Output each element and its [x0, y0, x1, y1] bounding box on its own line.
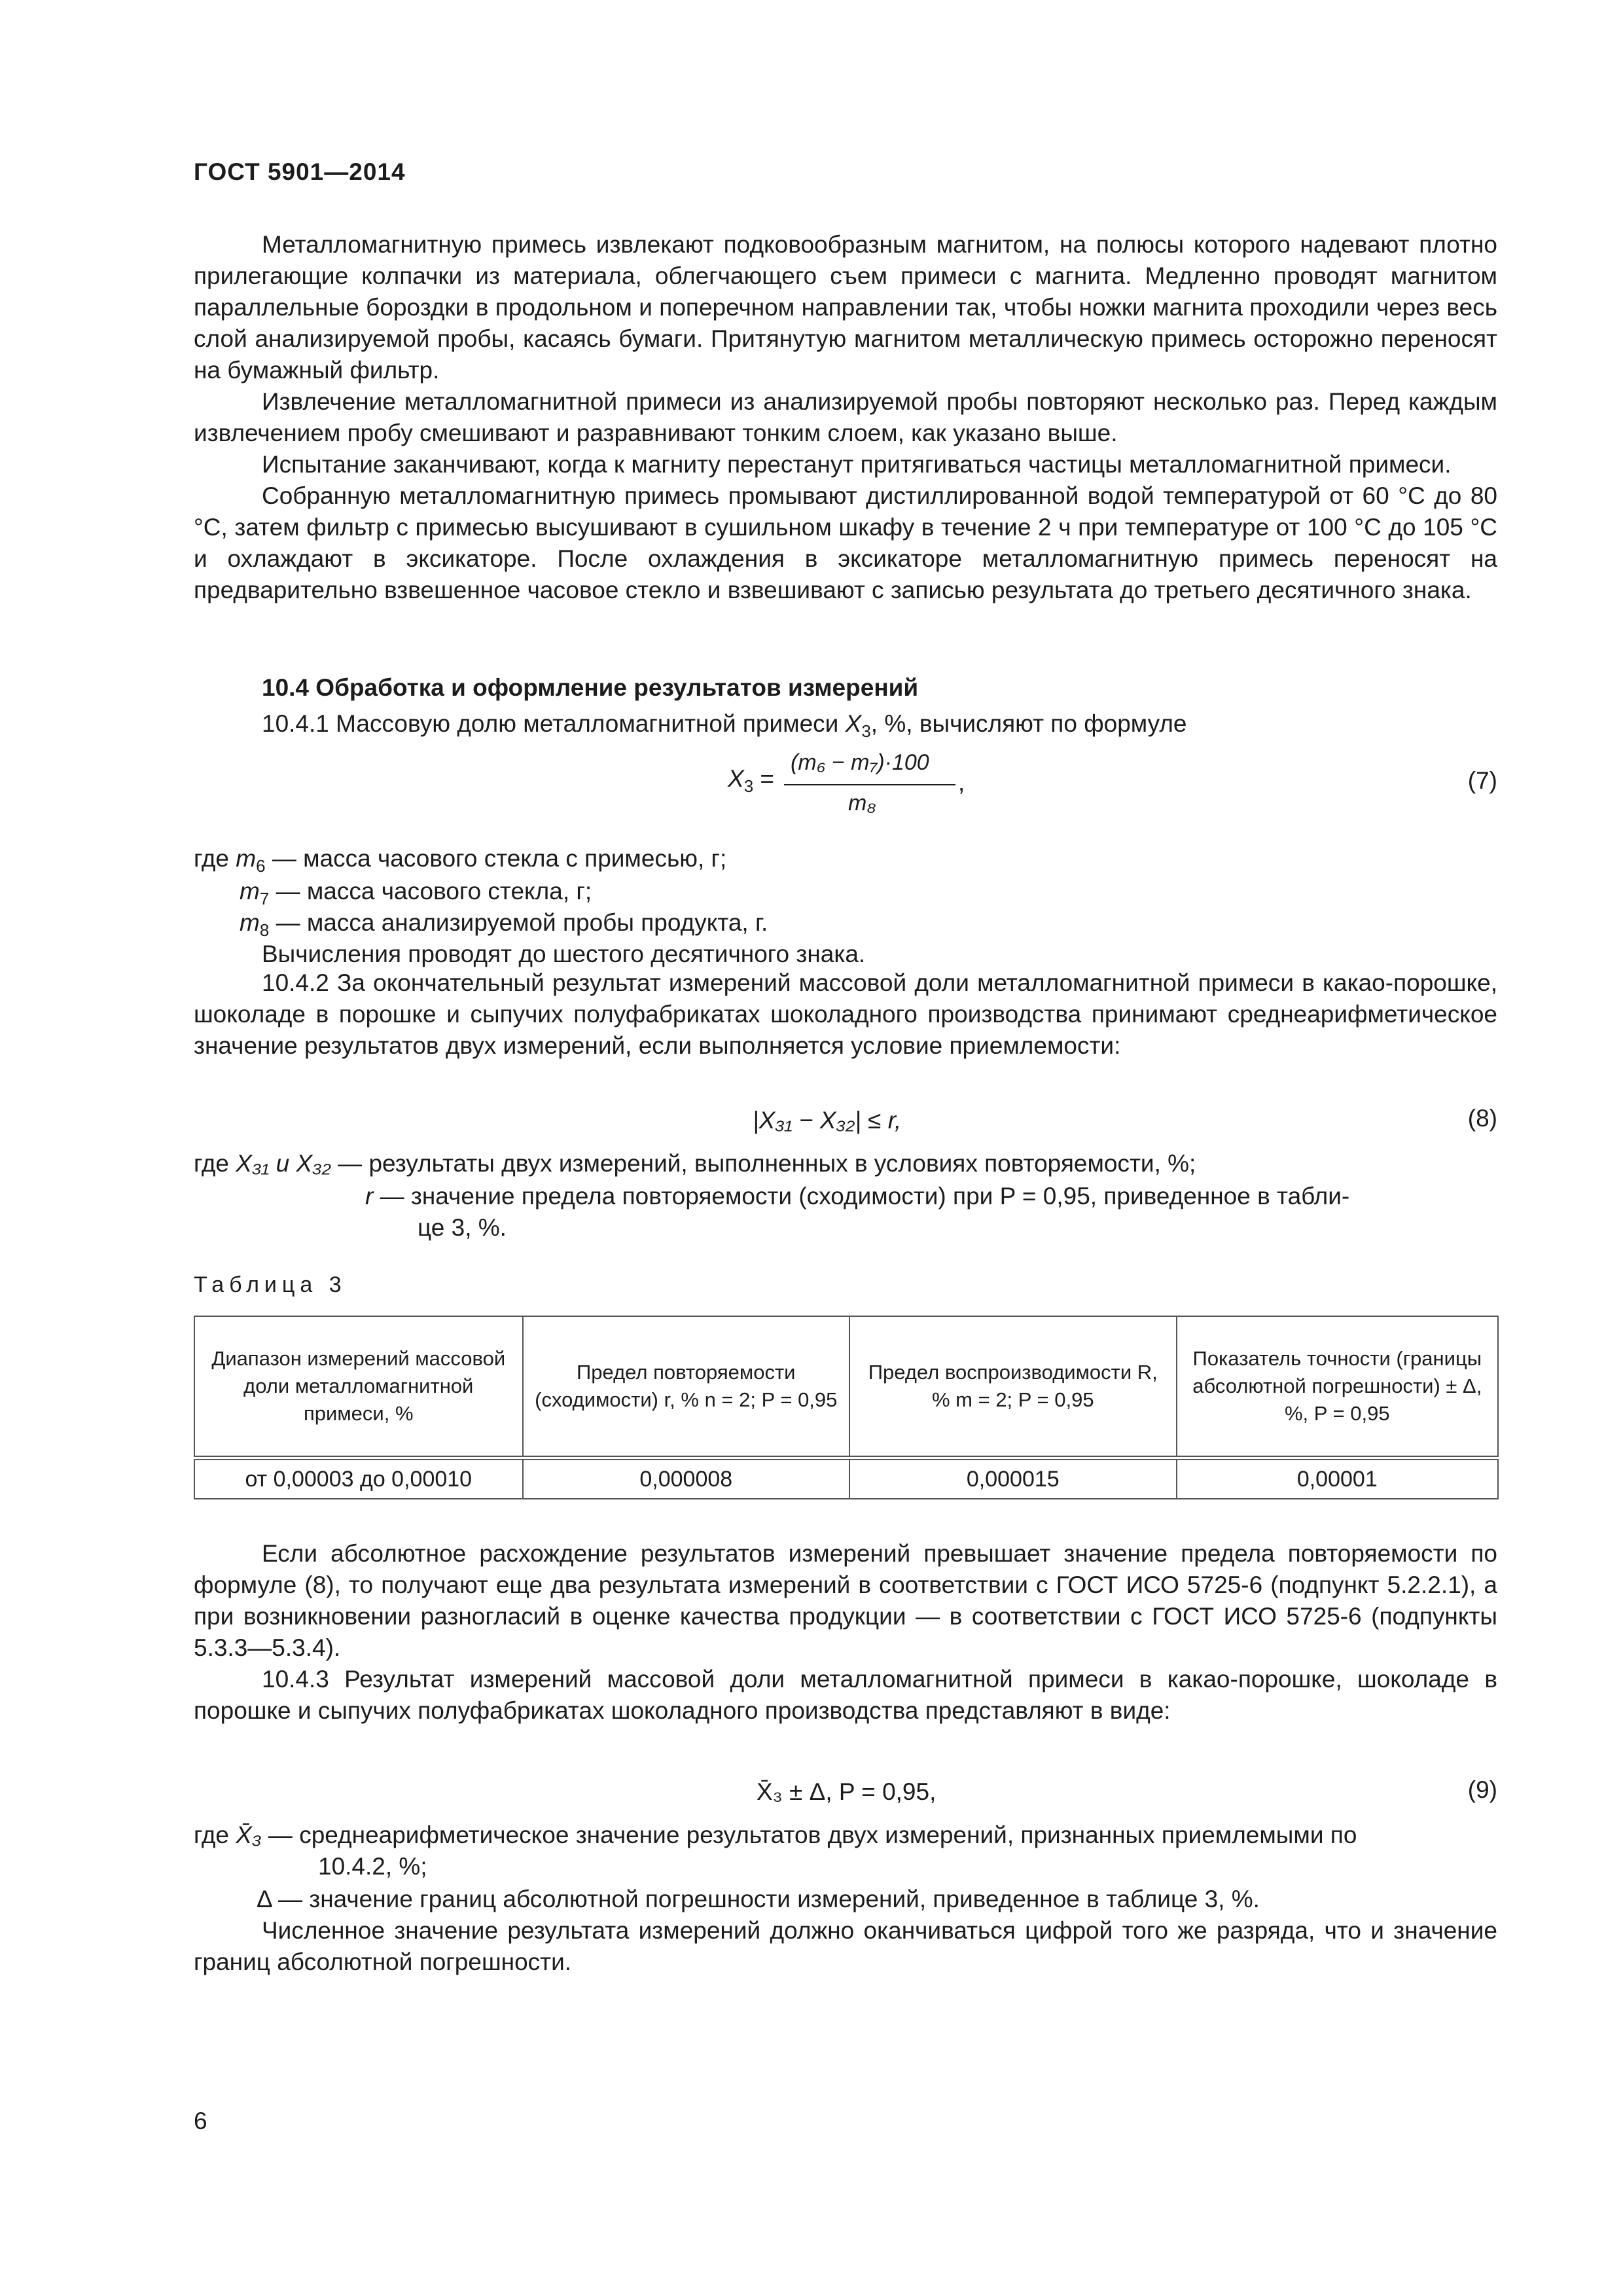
intro-text-block — [194, 229, 1497, 606]
clause-10-4-1-lead: 10.4.1 Массовую долю металломагнитной примеси — [262, 710, 846, 737]
formula-7-number: (7) — [1467, 767, 1497, 794]
where-x31-x32: где X₃₁ и X₃₂ — результаты двух измерений, выполненных в условиях повторяемости, %; — [194, 1150, 1196, 1177]
where-r-cont: це 3, %. — [418, 1214, 507, 1241]
table-cell-accuracy: 0,00001 — [1177, 1458, 1498, 1499]
clause-10-4-1-var: X — [845, 710, 862, 737]
table-cell-repeatability: 0,000008 — [523, 1458, 849, 1499]
where-r: r — значение предела повторяемости (сходимости) при P = 0,95, приведенное в табли- — [365, 1183, 1350, 1210]
table-3-header-range: Диапазон измерений массовой доли металломагнитной примеси, % — [194, 1316, 523, 1458]
table-3 — [194, 1316, 1499, 1499]
formula-7-fraction-bar — [784, 784, 955, 785]
clause-10-4-1 — [262, 708, 1187, 740]
table-3-header-reproducibility: Предел воспроизводимости R, % m = 2; P = 0,95 — [849, 1316, 1177, 1458]
paragraph-washing-drying: Собранную металломагнитную примесь промывают дистиллированной водой температурой от 60 °С до 80 °С, затем фильтр с примесью высушивают в сушильном шкафу в течение 2 ч при температуре от 100 °С до 105 °С и охлаждают в эксикаторе. После охлаждения в эксикаторе металломагнитную примесь переносят на предварительно взвешенное часовое стекло и взвешивают с записью результата до третьего десятичного знака. — [194, 482, 1497, 603]
final-block — [194, 1915, 1497, 1978]
section-title-10-4: 10.4 Обработка и оформление результатов измерений — [262, 674, 919, 701]
where-m8: $m_8$ — масса анализируемой пробы продукта, г. — [240, 909, 768, 940]
calc-note: Вычисления проводят до шестого десятичного знака. — [262, 941, 866, 967]
table-3-header-accuracy: Показатель точности (границы абсолютной погрешности) ± Δ, %, P = 0,95 — [1177, 1316, 1498, 1458]
where-m6: где $m_6$ — масса часового стекла с примесью, г; — [194, 845, 727, 876]
formula-7-comma: , — [958, 769, 965, 796]
table-cell-range: от 0,00003 до 0,00010 — [194, 1458, 523, 1499]
formula-8: |X₃₁ − X₃₂| ≤ r, — [753, 1107, 902, 1134]
page-number: 6 — [194, 2108, 207, 2134]
formula-7-numerator: (m₆ − m₇)·100 — [791, 750, 929, 775]
table-3-header-row — [194, 1316, 1498, 1458]
formula-9: X̄₃ ± Δ, P = 0,95, — [757, 1778, 936, 1805]
formula-7-lhs: $X_3$ = — [728, 765, 775, 796]
clause-10-4-2-block — [194, 967, 1497, 1062]
where-x3-mean: где X̄₃ — среднеарифметическое значение результатов двух измерений, признанных приемлемыми по — [194, 1821, 1357, 1848]
paragraph-final: Численное значение результата измерений должно оканчиваться цифрой того же разряда, что и значение границ абсолютной погрешности. — [194, 1917, 1497, 1975]
clause-10-4-1-sub: 3 — [861, 721, 871, 741]
formula-7-denominator: m₈ — [848, 791, 876, 816]
clause-10-4-3: 10.4.3 Результат измерений массовой доли металломагнитной примеси в какао-порошке, шоколаде в порошке и сыпучих полуфабрикатах шоколадного производства представляют в виде: — [194, 1666, 1497, 1724]
paragraph-repeat-extraction: Извлечение металломагнитной примеси из анализируемой пробы повторяют несколько раз. Перед каждым извлечением пробу смешивают и разравнивают тонким слоем, как указано выше. — [194, 388, 1497, 446]
clause-10-4-1-tail: , %, вычисляют по формуле — [870, 710, 1187, 737]
document-header: ГОСТ 5901—2014 — [194, 158, 406, 185]
paragraph-magnet-extraction: Металломагнитную примесь извлекают подковообразным магнитом, на полюсы которого надевают плотно прилегающие колпачки из материала, облегчающего съем примеси с магнита. Медленно проводят магнитом параллельные бороздки в продольном и поперечном направлении так, чтобы ножки магнита проходили через весь слой анализируемой пробы, касаясь бумаги. Притянутую магнитом металлическую примесь осторожно переносят на бумажный фильтр. — [194, 231, 1497, 384]
where-m7: $m_7$ — масса часового стекла, г; — [240, 878, 592, 908]
after-table-block — [194, 1538, 1497, 1727]
table-3-caption: Таблица 3 — [194, 1272, 347, 1297]
paragraph-test-end: Испытание заканчивают, когда к магниту перестанут притягиваться частицы металломагнитной примеси. — [262, 451, 1452, 478]
where-delta: Δ — значение границ абсолютной погрешности измерений, приведенное в таблице 3, %. — [257, 1886, 1260, 1912]
formula-8-number: (8) — [1467, 1105, 1497, 1132]
where-x3-mean-cont: 10.4.2, %; — [318, 1853, 427, 1880]
table-cell-reproducibility: 0,000015 — [849, 1458, 1177, 1499]
formula-9-number: (9) — [1467, 1776, 1497, 1803]
table-3-header-repeatability: Предел повторяемости (сходимости) r, % n = 2; P = 0,95 — [523, 1316, 849, 1458]
paragraph-discrepancy: Если абсолютное расхождение результатов измерений превышает значение предела повторяемости по формуле (8), то получают еще два результата измерений в соответствии с ГОСТ ИСО 5725-6 (подпункт 5.2.2.1), а при возникновении разногласий в оценке качества продукции — в соответствии с ГОСТ ИСО 5725-6 (подпункты 5.3.3—5.3.4). — [194, 1540, 1497, 1661]
table-row — [194, 1458, 1498, 1499]
clause-10-4-2: 10.4.2 За окончательный результат измерений массовой доли металломагнитной примеси в какао-порошке, шоколаде в порошке и сыпучих полуфабрикатах шоколадного производства принимают среднеарифметическое значение результатов двух измерений, если выполняется условие приемлемости: — [194, 969, 1497, 1059]
